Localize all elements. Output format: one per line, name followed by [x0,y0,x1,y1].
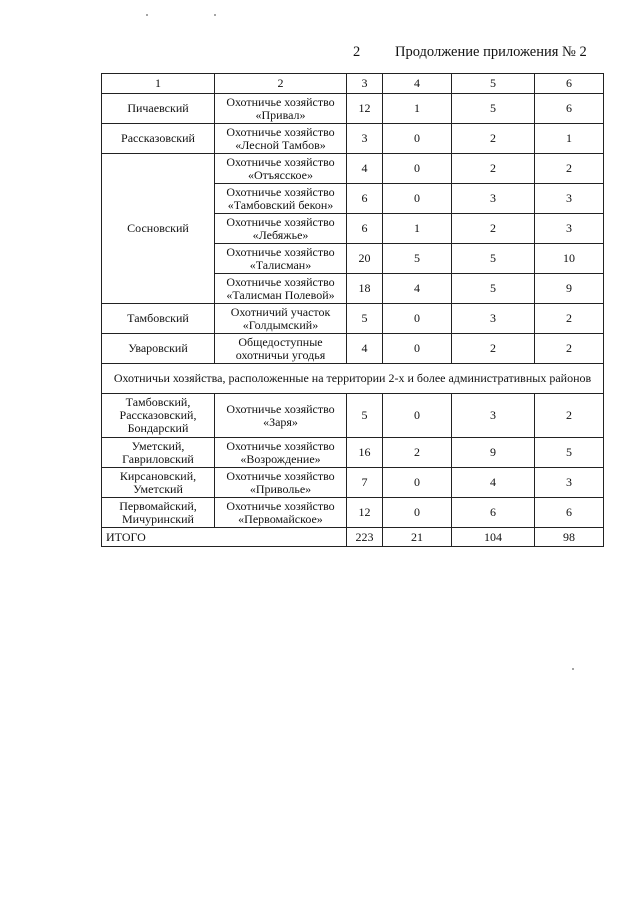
farm-cell: Охотничий участок «Голдымский» [215,304,347,334]
total-row [102,528,604,547]
value-cell: 4 [452,468,535,498]
value-cell: 5 [347,394,383,438]
value-cell: 1 [535,124,604,154]
table-row [102,94,604,124]
value-cell: 2 [535,334,604,364]
value-cell: 1 [383,214,452,244]
value-cell: 0 [383,394,452,438]
farm-cell: Охотничье хозяйство «Лебяжье» [215,214,347,244]
value-cell: 18 [347,274,383,304]
total-value: 98 [535,528,604,547]
scan-speck [214,14,216,16]
hunting-grounds-table [101,73,604,547]
farm-cell: Охотничье хозяйство «Возрождение» [215,438,347,468]
farm-cell: Охотничье хозяйство «Тамбовский бекон» [215,184,347,214]
value-cell: 5 [383,244,452,274]
farm-cell: Охотничье хозяйство «Привал» [215,94,347,124]
value-cell: 3 [452,184,535,214]
total-value: 21 [383,528,452,547]
column-header: 4 [383,74,452,94]
table-row [102,124,604,154]
value-cell: 3 [535,468,604,498]
section-row [102,364,604,394]
value-cell: 0 [383,154,452,184]
value-cell: 2 [535,154,604,184]
value-cell: 3 [347,124,383,154]
table-row [102,438,604,468]
total-value: 104 [452,528,535,547]
value-cell: 1 [383,94,452,124]
value-cell: 6 [347,184,383,214]
farm-cell: Охотничье хозяйство «Приволье» [215,468,347,498]
scan-speck [146,14,148,16]
value-cell: 0 [383,468,452,498]
appendix-continuation-title: Продолжение приложения № 2 [395,44,587,60]
value-cell: 9 [535,274,604,304]
value-cell: 0 [383,498,452,528]
value-cell: 2 [452,124,535,154]
column-header: 3 [347,74,383,94]
value-cell: 2 [452,334,535,364]
value-cell: 0 [383,124,452,154]
value-cell: 5 [452,274,535,304]
farm-cell: Охотничье хозяйство «Заря» [215,394,347,438]
column-header: 1 [102,74,215,94]
value-cell: 5 [452,244,535,274]
district-cell: Сосновский [102,154,215,304]
farm-cell: Охотничье хозяйство «Первомайское» [215,498,347,528]
value-cell: 3 [452,304,535,334]
scan-speck [572,668,574,670]
district-cell: Тамбовский, Рассказовский, Бондарский [102,394,215,438]
table-row [102,154,604,184]
column-header: 2 [215,74,347,94]
farm-cell: Охотничье хозяйство «Лесной Тамбов» [215,124,347,154]
value-cell: 7 [347,468,383,498]
total-value: 223 [347,528,383,547]
district-cell: Кирсановский, Уметский [102,468,215,498]
value-cell: 6 [347,214,383,244]
value-cell: 4 [347,154,383,184]
column-number-row [102,74,604,94]
value-cell: 0 [383,304,452,334]
value-cell: 2 [535,304,604,334]
table-row [102,304,604,334]
district-cell: Пичаевский [102,94,215,124]
value-cell: 5 [452,94,535,124]
table-row [102,468,604,498]
value-cell: 16 [347,438,383,468]
district-cell: Первомайский, Мичуринский [102,498,215,528]
farm-cell: Охотничье хозяйство «Талисман» [215,244,347,274]
value-cell: 2 [383,438,452,468]
farm-cell: Охотничье хозяйство «Талисман Полевой» [215,274,347,304]
district-cell: Уваровский [102,334,215,364]
value-cell: 3 [452,394,535,438]
value-cell: 4 [347,334,383,364]
district-cell: Рассказовский [102,124,215,154]
value-cell: 9 [452,438,535,468]
value-cell: 5 [347,304,383,334]
value-cell: 10 [535,244,604,274]
value-cell: 12 [347,94,383,124]
value-cell: 5 [535,438,604,468]
district-cell: Тамбовский [102,304,215,334]
value-cell: 2 [452,214,535,244]
value-cell: 6 [535,94,604,124]
value-cell: 2 [452,154,535,184]
column-header: 6 [535,74,604,94]
total-label: ИТОГО [102,528,347,547]
section-title: Охотничьи хозяйства, расположенные на территории 2-х и более административных районов [102,364,604,394]
table-row [102,334,604,364]
farm-cell: Общедоступные охотничьи угодья [215,334,347,364]
column-header: 5 [452,74,535,94]
value-cell: 20 [347,244,383,274]
value-cell: 4 [383,274,452,304]
value-cell: 0 [383,334,452,364]
value-cell: 3 [535,214,604,244]
district-cell: Уметский, Гавриловский [102,438,215,468]
table-row [102,394,604,438]
value-cell: 0 [383,184,452,214]
value-cell: 6 [535,498,604,528]
value-cell: 3 [535,184,604,214]
value-cell: 12 [347,498,383,528]
value-cell: 2 [535,394,604,438]
value-cell: 6 [452,498,535,528]
page-number: 2 [353,44,361,60]
table-row [102,498,604,528]
farm-cell: Охотничье хозяйство «Отъясское» [215,154,347,184]
